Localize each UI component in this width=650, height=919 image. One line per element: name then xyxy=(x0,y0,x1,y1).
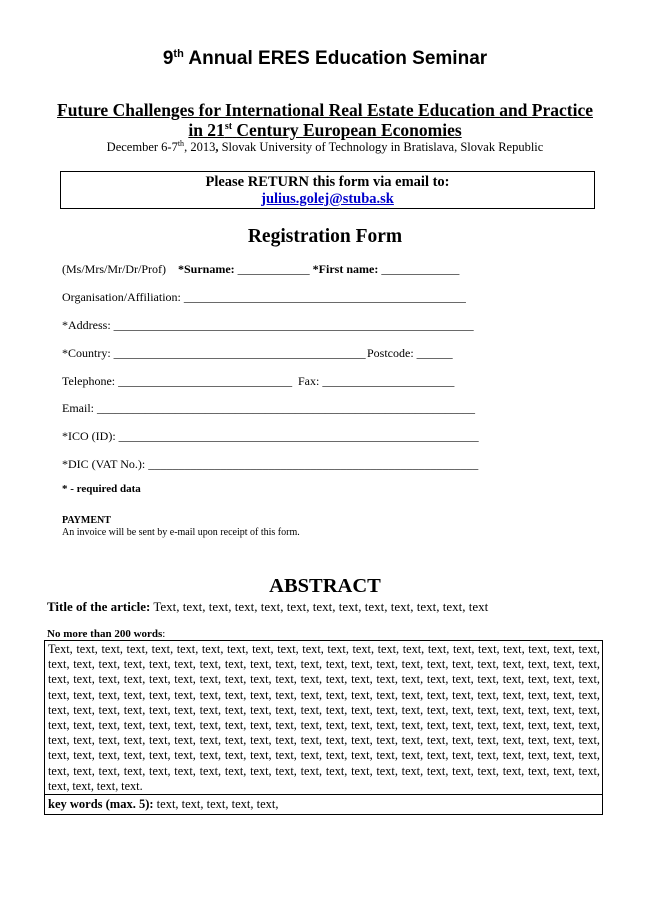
telephone-field[interactable]: Telephone: _____________________________ xyxy=(62,374,293,388)
date-venue-line xyxy=(0,139,650,155)
subtitle-line2-pre: in 21 xyxy=(188,120,225,140)
seminar-title xyxy=(0,48,650,70)
seminar-ordinal-suffix: th xyxy=(173,48,184,60)
subtitle-line2-sup: st xyxy=(224,121,233,132)
return-instruction: Please RETURN this form via email to: xyxy=(205,174,450,190)
conference-subtitle-line1: Future Challenges for International Real Estate Education and Practice xyxy=(57,100,593,120)
abstract-title: ABSTRACT xyxy=(269,575,381,597)
first-name-field[interactable]: _____________ xyxy=(381,262,460,276)
required-note: * - required data xyxy=(62,483,141,495)
word-limit-text: No more than 200 words xyxy=(47,628,163,640)
surname-field[interactable]: ____________ xyxy=(237,262,310,276)
seminar-number: 9 xyxy=(162,48,174,69)
subtitle-line2-post: Century European Economies xyxy=(236,120,462,140)
word-limit-note xyxy=(47,628,165,640)
venue: Slovak University of Technology in Bratislava, Slovak Republic xyxy=(221,140,544,154)
article-title-label: Title of the article: xyxy=(47,599,151,614)
country-field[interactable]: *Country: __________________________________________ xyxy=(62,346,366,360)
payment-text: An invoice will be sent by e-mail upon receipt of this form. xyxy=(62,527,300,538)
return-email-link[interactable]: julius.golej@stuba.sk xyxy=(261,191,394,207)
date-pre: December 6-7 xyxy=(106,140,178,154)
keywords-row xyxy=(48,797,279,812)
payment-heading: PAYMENT xyxy=(62,515,111,526)
first-name-label: *First name: xyxy=(312,262,379,276)
keywords-value: text, text, text, text, text, xyxy=(156,797,279,811)
date-sup: th xyxy=(177,139,185,148)
article-title-row xyxy=(47,599,488,615)
name-row xyxy=(62,262,459,277)
date-year: , 2013 xyxy=(184,140,216,154)
fax-field[interactable]: Fax: ______________________ xyxy=(298,374,455,388)
surname-label: *Surname: xyxy=(178,262,235,276)
postcode-field[interactable]: Postcode: ______ xyxy=(367,346,453,360)
title-prefix: (Ms/Mrs/Mr/Dr/Prof) xyxy=(62,262,166,276)
abstract-text-box[interactable] xyxy=(44,640,603,795)
keywords-box[interactable] xyxy=(44,794,603,815)
seminar-title-text: Annual ERES Education Seminar xyxy=(188,48,488,69)
conference-subtitle-line2 xyxy=(0,120,650,140)
date-comma: , xyxy=(215,140,219,154)
address-field[interactable]: *Address: ____________________________________________________________ xyxy=(62,318,474,332)
abstract-body: Text, text, text, text, text, text, text, text, text, text, text, text, text, text, text, text, text, text, text, text, text, text, text, text, text, text, text, text, text, text, text, text, text, text, text, text, text, text, text, text, text, text, text, text, text, text, text, text, text, text, text, text, text, text, text, text, text, text, text, text, text, text, text, text, text, text, text, text, text, text, text, text, text, text, text, text, text, text, text, text, text, text, text, text, text, text, text, text, text, text, text, text, text, text, text, text, text, text, text, text, text, text, text, text, text, text, text, text, text, text, text, text, text, text, text, text, text, text, text, text, text, text, text, text, text, text, text, text, text, text, text, text, text, text, text, text, text, text, text, text, text, text, text, text, text, text, text, text, text, text, text, text, text, text, text, text, text, text, text, text, text, text, text, text, text, text, text, text, text, text, text, text, text, text, text, text, text, text, text, text, text, text, text, text, text, text, text, text, text, text, text, text, text, text, text, text, text, text, text, text, text, text. xyxy=(48,642,600,793)
article-title-value[interactable]: Text, text, text, text, text, text, text, text, text, text, text, text, text xyxy=(153,599,489,614)
ico-field[interactable]: *ICO (ID): ____________________________________________________________ xyxy=(62,429,479,443)
word-limit-colon: : xyxy=(162,628,166,640)
organisation-field[interactable]: Organisation/Affiliation: _______________________________________________ xyxy=(62,290,466,304)
email-field[interactable]: Email: _______________________________________________________________ xyxy=(62,401,475,415)
keywords-label: key words (max. 5): xyxy=(48,797,154,811)
return-instructions-box xyxy=(60,171,595,209)
dic-field[interactable]: *DIC (VAT No.): _______________________________________________________ xyxy=(62,457,479,471)
registration-form-title: Registration Form xyxy=(247,226,403,247)
